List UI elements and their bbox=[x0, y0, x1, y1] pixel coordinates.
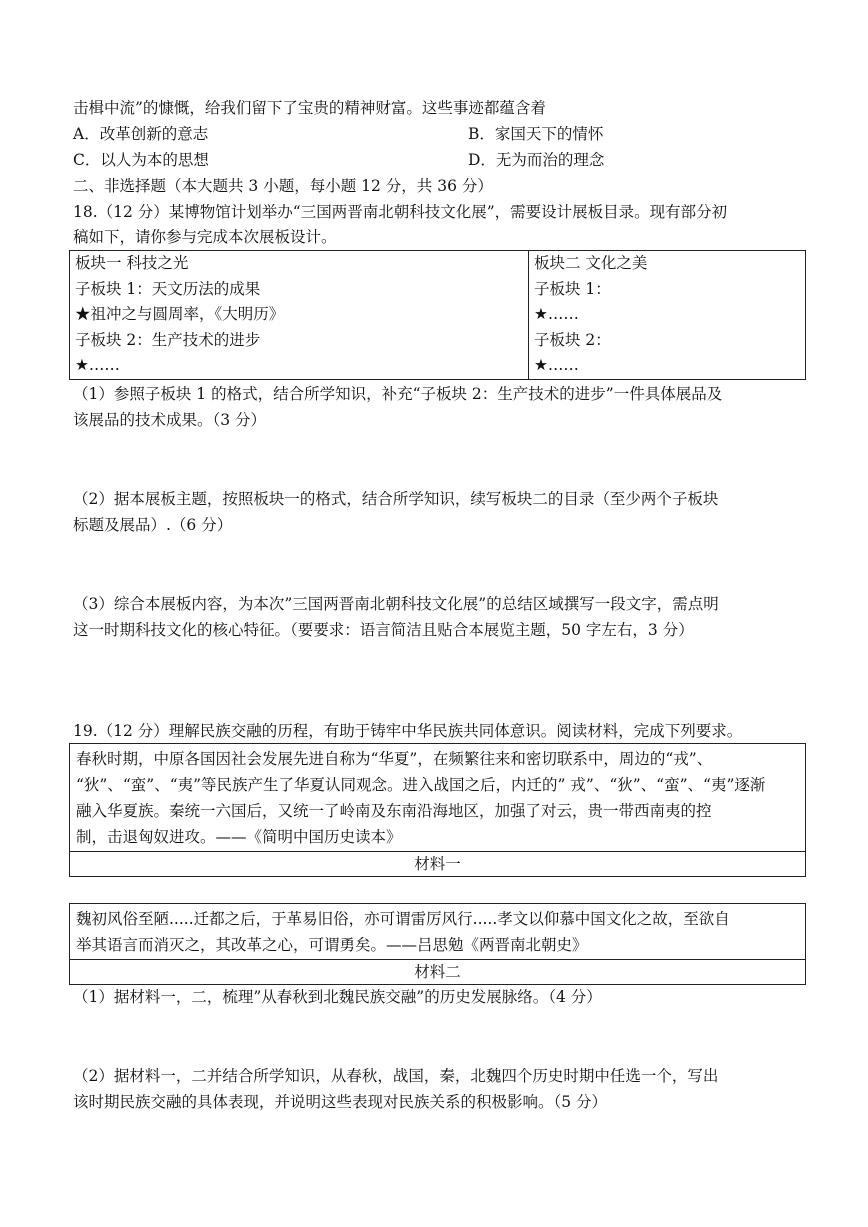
section-heading: 二、非选择题（本大题共 3 小题，每小题 12 分，共 36 分） bbox=[73, 177, 493, 195]
board-one-title: 板块一 科技之光 bbox=[75, 254, 189, 272]
material-one-line: “狄”、“蛮”、“夷”等民族产生了华夏认同观念。进入战国之后，内迁的” 戎”、“狄”、“蛮”、“夷”逐渐 bbox=[76, 776, 766, 794]
q18-stem-line-1: 18.（12 分）某博物馆计划举办“三国两晋南北朝科技文化展”，需要设计展板目录。现有部分初 bbox=[73, 203, 728, 221]
board-two-title: 板块二 文化之美 bbox=[534, 254, 648, 272]
board-one-sub2: 子板块 2：生产技术的进步 bbox=[75, 330, 261, 349]
q19-stem: 19.（12 分）理解民族交融的历程，有助于铸牢中华民族共同体意识。阅读材料，完成下列要求。 bbox=[73, 722, 743, 740]
option-d: D．无为而治的理念 bbox=[468, 151, 605, 169]
board-two-sub1: 子板块 1： bbox=[534, 279, 611, 298]
board-two-cell bbox=[529, 251, 806, 380]
material-one-line: 春秋时期，中原各国因社会发展先进自称为“华夏”，在频繁往来和密切联系中，周边的“戎”、 bbox=[76, 750, 713, 768]
material-one-box bbox=[69, 743, 806, 877]
material-two-line: 魏初风俗至陋.....迁都之后，于革易旧俗，亦可谓雷厉风行.....孝文以仰慕中国文化之故，至欲自 bbox=[76, 910, 730, 928]
board-one-cell bbox=[70, 251, 529, 380]
material-one-line: 制，击退匈奴进攻。——《简明中国历史读本》 bbox=[76, 828, 402, 846]
board-two-item2: ★…… bbox=[534, 356, 579, 374]
board-one-sub1: 子板块 1：天文历法的成果 bbox=[75, 279, 261, 298]
material-one-text bbox=[69, 743, 806, 852]
q18-part2-line-2: 标题及展品）.（6 分） bbox=[73, 516, 233, 534]
q18-part1-line-1: （1）参照子板块 1 的格式，结合所学知识，补充“子板块 2：生产技术的进步”一件具体展品及 bbox=[73, 385, 723, 403]
option-b: B．家国天下的情怀 bbox=[468, 125, 604, 143]
board-one-item2: ★…… bbox=[75, 356, 120, 374]
q18-part2-line-1: （2）据本展板主题，按照板块一的格式，结合所学知识，续写板块二的目录（至少两个子板块 bbox=[73, 490, 719, 508]
intro-line: 击楫中流”的慷慨，给我们留下了宝贵的精神财富。这些事迹都蕴含着 bbox=[73, 99, 546, 117]
q19-part2-line-1: （2）据材料一，二并结合所学知识，从春秋，战国，秦，北魏四个历史时期中任选一个，写出 bbox=[73, 1067, 719, 1085]
option-c: C．以人为本的思想 bbox=[73, 151, 209, 169]
material-one-caption: 材料一 bbox=[69, 852, 806, 877]
material-two-caption: 材料二 bbox=[69, 960, 806, 985]
board-two-sub2: 子板块 2： bbox=[534, 330, 611, 349]
material-two-line: 举其语言而消灭之，其改革之心，可谓勇矣。——吕思勉《两晋南北朝史》 bbox=[76, 936, 588, 954]
q19-part1: （1）据材料一，二，梳理”从春秋到北魏民族交融”的历史发展脉络。（4 分） bbox=[73, 988, 602, 1006]
board-two-item1: ★…… bbox=[534, 305, 579, 323]
exhibit-board-table bbox=[69, 250, 806, 380]
material-two-box bbox=[69, 903, 806, 985]
q18-stem-line-2: 稿如下，请你参与完成本次展板设计。 bbox=[73, 228, 337, 246]
q18-part3-line-1: （3）综合本展板内容，为本次”三国两晋南北朝科技文化展”的总结区域撰写一段文字，需点明 bbox=[73, 595, 719, 613]
material-two-text bbox=[69, 903, 806, 960]
board-one-item1: ★祖冲之与圆周率，《大明历》 bbox=[75, 305, 285, 323]
option-a: A．改革创新的意志 bbox=[73, 125, 209, 143]
material-one-line: 融入华夏族。秦统一六国后，又统一了岭南及东南沿海地区，加强了对云，贵一带西南夷的控 bbox=[76, 802, 712, 820]
q18-part3-line-2: 这一时期科技文化的核心特征。（要要求：语言简洁且贴合本展览主题，50 字左右，3 分） bbox=[73, 621, 694, 639]
q19-part2-line-2: 该时期民族交融的具体表现，并说明这些表现对民族关系的积极影响。（5 分） bbox=[73, 1093, 608, 1111]
q18-part1-line-2: 该展品的技术成果。（3 分） bbox=[73, 411, 267, 429]
